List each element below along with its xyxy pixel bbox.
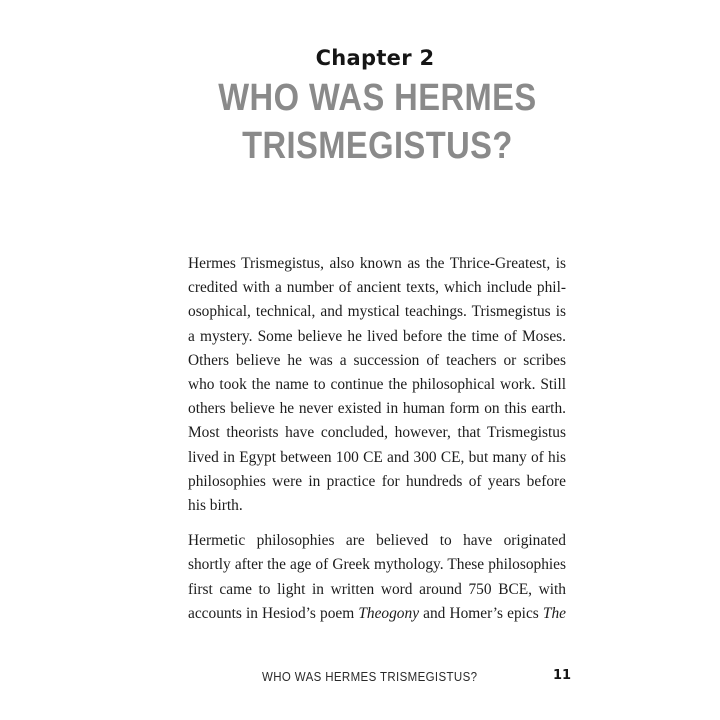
text-line: osophical, technical, and mystical teachings. Trismegistus is: [188, 303, 566, 321]
text-line: philosophies were in practice for hundreds of years before: [188, 472, 566, 490]
chapter-title: [53, 74, 702, 170]
text-line: others believe he never existed in human form on this earth.: [188, 400, 566, 418]
book-title-the: The: [542, 604, 566, 622]
body-text: [188, 252, 566, 637]
page-number: 11: [553, 668, 572, 683]
text-line: credited with a number of ancient texts, which include phil-: [188, 279, 566, 297]
text-line: first came to light in written word around 750 BCE, with: [188, 580, 566, 598]
paragraph-1: [188, 252, 566, 518]
paragraph-2: [188, 529, 566, 626]
text-run: accounts in Hesiod’s poem: [188, 604, 359, 622]
text-line: Most theorists have concluded, however, that Trismegistus: [188, 424, 566, 442]
text-line: his birth.: [188, 497, 243, 515]
chapter-title-line-2: TRISMEGISTUS?: [242, 125, 513, 167]
text-line: shortly after the age of Greek mythology. These philosophies: [188, 556, 566, 574]
text-line: Hermes Trismegistus, also known as the Thrice-Greatest, is: [188, 255, 566, 272]
text-line: a mystery. Some believe he lived before the time of Moses.: [188, 327, 566, 345]
text-line: Hermetic philosophies are believed to have originated: [188, 532, 566, 550]
chapter-number: Chapter 2: [315, 46, 435, 70]
text-run: and Homer’s epics: [419, 604, 543, 622]
chapter-title-line-1: WHO WAS HERMES: [218, 77, 537, 119]
running-footer-title: WHO WAS HERMES TRISMEGISTUS?: [262, 670, 478, 684]
text-line-with-italics: [188, 602, 566, 626]
text-line: lived in Egypt between 100 CE and 300 CE, but many of his: [188, 448, 566, 466]
text-line: Others believe he was a succession of teachers or scribes: [188, 351, 566, 369]
text-line: who took the name to continue the philosophical work. Still: [188, 376, 566, 394]
book-title-theogony: Theogony: [358, 604, 420, 622]
